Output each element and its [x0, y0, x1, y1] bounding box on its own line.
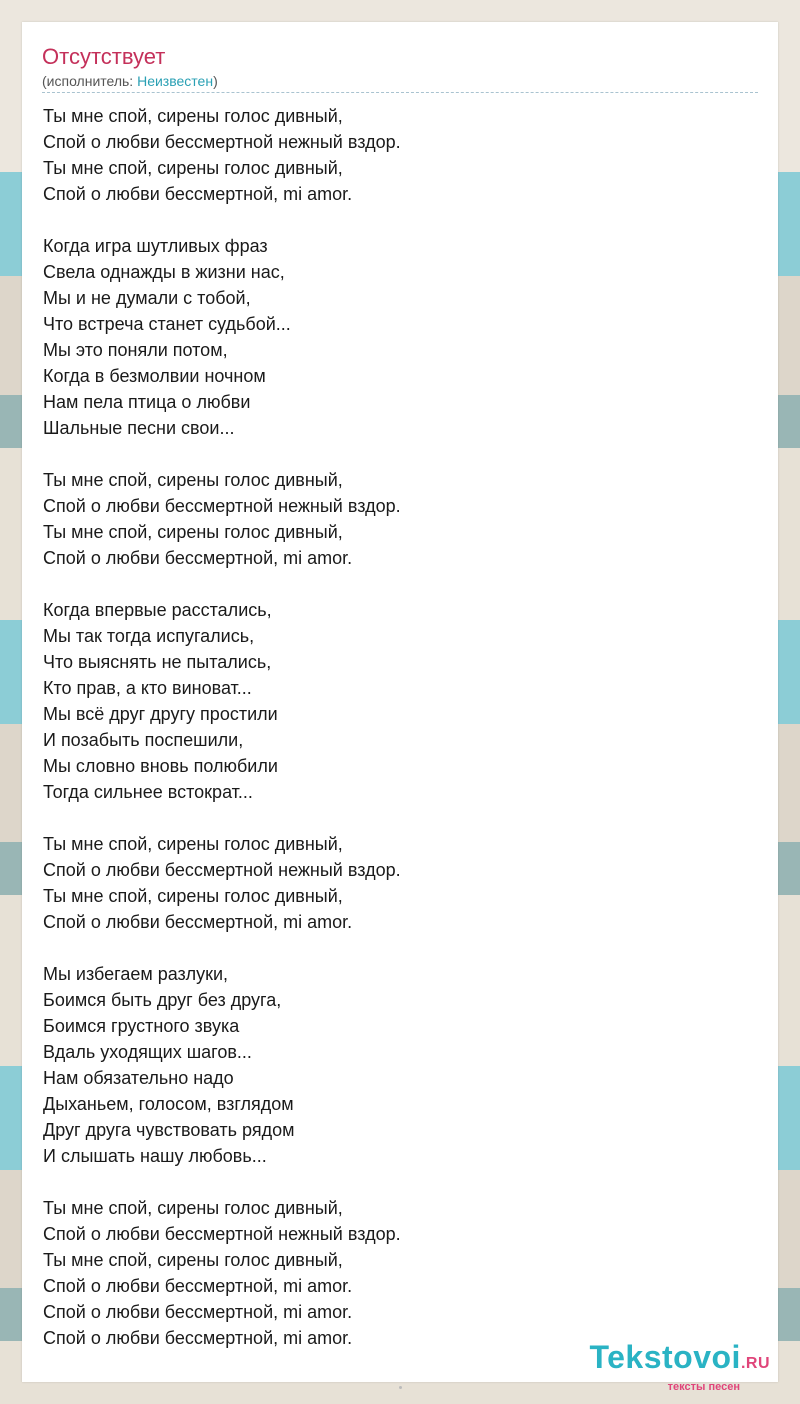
stanza-break — [43, 571, 743, 597]
logo-subtitle: тексты песен — [667, 1381, 740, 1393]
lyric-line: И слышать нашу любовь... — [43, 1146, 267, 1166]
stanza-break — [43, 805, 743, 831]
lyric-line: Спой о любви бессмертной, mi amor. — [43, 1328, 353, 1348]
lyric-line: Ты мне спой, сирены голос дивный, — [43, 1198, 343, 1218]
lyric-line: Спой о любви бессмертной, mi amor. — [43, 1302, 353, 1322]
logo-wordmark — [589, 1340, 770, 1381]
lyric-line: Мы так тогда испугались, — [43, 626, 255, 646]
lyric-line: Свела однажды в жизни нас, — [43, 262, 285, 282]
lyric-line: Спой о любви бессмертной нежный вздор. — [43, 132, 401, 152]
lyric-line: Боимся быть друг без друга, — [43, 990, 282, 1010]
page-end-dot — [399, 1386, 402, 1389]
lyric-line: Мы это поняли потом, — [43, 340, 228, 360]
lyric-line: Друг друга чувствовать рядом — [43, 1120, 295, 1140]
lyric-line: Ты мне спой, сирены голос дивный, — [43, 470, 343, 490]
stanza-break — [43, 441, 743, 467]
lyric-line: Спой о любви бессмертной, mi amor. — [43, 548, 353, 568]
lyric-line: Что выяснять не пытались, — [43, 652, 272, 672]
lyric-line: Нам пела птица о любви — [43, 392, 251, 412]
lyric-line: И позабыть поспешили, — [43, 730, 244, 750]
lyric-line: Мы избегаем разлуки, — [43, 964, 229, 984]
lyric-line: Спой о любви бессмертной нежный вздор. — [43, 1224, 401, 1244]
stanza-break — [43, 935, 743, 961]
lyric-line: Ты мне спой, сирены голос дивный, — [43, 106, 343, 126]
lyric-line: Ты мне спой, сирены голос дивный, — [43, 834, 343, 854]
lyric-line: Ты мне спой, сирены голос дивный, — [43, 522, 343, 542]
lyric-line: Мы всё друг другу простили — [43, 704, 278, 724]
lyric-line: Что встреча станет судьбой... — [43, 314, 291, 334]
lyric-line: Вдаль уходящих шагов... — [43, 1042, 252, 1062]
lyric-line: Ты мне спой, сирены голос дивный, — [43, 158, 343, 178]
lyric-line: Тогда сильнее встократ... — [43, 782, 253, 802]
song-title: Отсутствует — [42, 44, 166, 69]
lyric-line: Когда игра шутливых фраз — [43, 236, 268, 256]
artist-link[interactable]: Неизвестен — [137, 73, 214, 89]
lyric-line: Мы словно вновь полюбили — [43, 756, 278, 776]
lyric-line: Спой о любви бессмертной, mi amor. — [43, 1276, 353, 1296]
lyric-line: Мы и не думали с тобой, — [43, 288, 251, 308]
lyrics-text — [43, 103, 743, 1351]
lyric-line: Боимся грустного звука — [43, 1016, 240, 1036]
lyric-line: Спой о любви бессмертной нежный вздор. — [43, 496, 401, 516]
lyric-line: Спой о любви бессмертной нежный вздор. — [43, 860, 401, 880]
lyrics-card — [22, 22, 778, 1382]
lyric-line: Ты мне спой, сирены голос дивный, — [43, 1250, 343, 1270]
artist-prefix: (исполнитель: — [42, 73, 138, 89]
logo-main-text: Tekstovoi — [589, 1339, 741, 1375]
stanza-break — [43, 1169, 743, 1195]
lyric-line: Когда в безмолвии ночном — [43, 366, 266, 386]
lyric-line: Спой о любви бессмертной, mi amor. — [43, 912, 353, 932]
lyric-line: Шальные песни свои... — [43, 418, 235, 438]
lyric-line: Кто прав, а кто виноват... — [43, 678, 252, 698]
lyric-line: Когда впервые расстались, — [43, 600, 272, 620]
site-logo[interactable] — [589, 1340, 770, 1393]
title-divider — [42, 92, 758, 93]
lyric-line: Спой о любви бессмертной, mi amor. — [43, 184, 353, 204]
artist-line — [42, 72, 218, 90]
lyric-line: Нам обязательно надо — [43, 1068, 234, 1088]
stanza-break — [43, 207, 743, 233]
artist-suffix: ) — [213, 73, 218, 89]
lyric-line: Дыханьем, голосом, взглядом — [43, 1094, 294, 1114]
lyric-line: Ты мне спой, сирены голос дивный, — [43, 886, 343, 906]
logo-tld: .RU — [740, 1355, 770, 1372]
